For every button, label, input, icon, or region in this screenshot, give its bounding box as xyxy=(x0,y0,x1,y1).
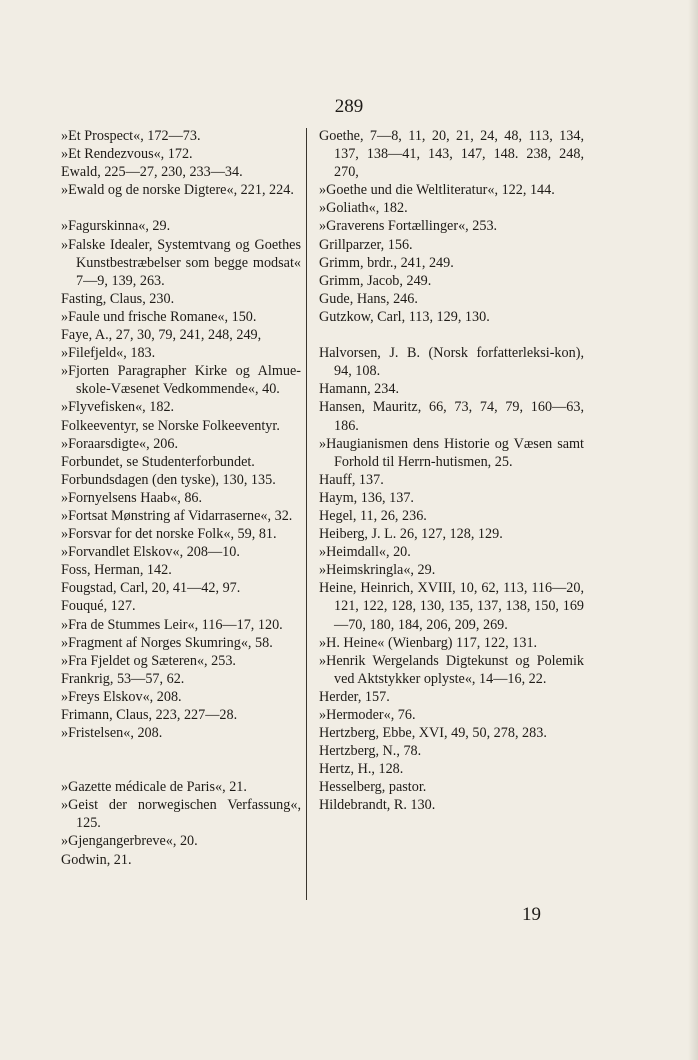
index-entry: »Gazette médicale de Paris«, 21. xyxy=(61,779,247,796)
index-entry: »Freys Elskov«, 208. xyxy=(61,688,182,705)
index-entry: »Flyvefisken«, 182. xyxy=(61,399,175,416)
index-entry: »Filefjeld«, 183. xyxy=(61,345,156,362)
index-entry: Fouqué, 127. xyxy=(61,598,136,615)
index-entry: Goethe, 7—8, 11, 20, 21, 24, 48, 113, 134, 137, 138—41, 143, 147, 148. 238, 248, 270, xyxy=(319,128,584,181)
index-entry: Gutzkow, Carl, 113, 129, 130. xyxy=(319,308,490,325)
signature-mark: 19 xyxy=(522,904,541,925)
index-entry: Frankrig, 53—57, 62. xyxy=(61,670,185,687)
index-entry: Fasting, Claus, 230. xyxy=(61,290,175,307)
index-entry: Hertzberg, N., 78. xyxy=(319,743,422,760)
index-entry: »Fristelsen«, 208. xyxy=(61,725,163,742)
index-entry: Faye, A., 27, 30, 79, 241, 248, 249, xyxy=(61,327,262,344)
index-entry: »Fortsat Mønstring af Vidarraserne«, 32. xyxy=(61,507,293,524)
index-entry: Grimm, brdr., 241, 249. xyxy=(319,254,454,271)
index-entry: »Heimskringla«, 29. xyxy=(319,562,436,579)
index-entry: Forbundet, se Studenterforbundet. xyxy=(61,453,255,470)
section-gap xyxy=(61,742,301,778)
page-number: 289 xyxy=(334,96,364,117)
index-entry: »Faule und frische Romane«, 150. xyxy=(61,308,257,325)
index-entry: »Forvandlet Elskov«, 208—10. xyxy=(61,544,240,561)
index-entry: »Graverens Fortællinger«, 253. xyxy=(319,218,498,235)
index-entry: »Fjorten Paragrapher Kirke og Almue-skole-Væsenet Vedkommende«, 40. xyxy=(61,363,301,398)
index-entry: Grillparzer, 156. xyxy=(319,236,413,253)
index-entry: »Goethe und die Weltliteratur«, 122, 144. xyxy=(319,182,555,199)
index-entry: Heine, Heinrich, XVIII, 10, 62, 113, 116—20, 121, 122, 128, 130, 135, 137, 138, 150, 169—70, 180, 184, 206, 209, 269. xyxy=(319,580,584,633)
index-entry: »Geist der norwegischen Verfassung«, 125. xyxy=(61,797,301,832)
index-entry: Hansen, Mauritz, 66, 73, 74, 79, 160—63, 186. xyxy=(319,399,584,434)
index-entry: Hegel, 11, 26, 236. xyxy=(319,507,427,524)
index-entry: »Et Rendezvous«, 172. xyxy=(61,146,193,163)
column-divider xyxy=(306,128,307,900)
index-entry: »Fornyelsens Haab«, 86. xyxy=(61,489,203,506)
index-entry: Hamann, 234. xyxy=(319,381,399,398)
index-entry: »Falske Idealer, Systemtvang og Goethes Kunstbestræbelser som begge modsat« 7—9, 139, 263. xyxy=(61,236,301,289)
index-entry: Hertz, H., 128. xyxy=(319,761,404,778)
index-entry: Ewald, 225—27, 230, 233—34. xyxy=(61,164,243,181)
index-entry: Hauff, 137. xyxy=(319,471,384,488)
index-entry: Hesselberg, pastor. xyxy=(319,779,427,796)
index-entry: »Fra de Stummes Leir«, 116—17, 120. xyxy=(61,616,283,633)
index-entry: »Et Prospect«, 172—73. xyxy=(61,128,201,144)
index-entry: »Hermoder«, 76. xyxy=(319,707,416,723)
page-edge-shadow xyxy=(688,0,698,1060)
index-entry: Fougstad, Carl, 20, 41—42, 97. xyxy=(61,580,241,597)
section-gap xyxy=(319,326,584,344)
index-entry: »Haugianismen dens Historie og Væsen samt Forhold til Herrn-hutismen, 25. xyxy=(319,435,584,470)
index-entry: Herder, 157. xyxy=(319,688,390,705)
index-entry: »Goliath«, 182. xyxy=(319,200,408,217)
index-entry: »Fra Fjeldet og Sæteren«, 253. xyxy=(61,652,236,669)
index-entry: »Forsvar for det norske Folk«, 59, 81. xyxy=(61,526,277,543)
index-entry: »Heimdall«, 20. xyxy=(319,544,411,561)
index-entry: »Fragment af Norges Skumring«, 58. xyxy=(61,634,273,651)
index-entry: Grimm, Jacob, 249. xyxy=(319,272,432,289)
index-entry: Heiberg, J. L. 26, 127, 128, 129. xyxy=(319,526,503,543)
index-entry: Hertzberg, Ebbe, XVI, 49, 50, 278, 283. xyxy=(319,725,547,742)
index-entry: »Fagurskinna«, 29. xyxy=(61,218,171,235)
index-entry: Folkeeventyr, se Norske Folkeeventyr. xyxy=(61,417,280,434)
index-entry: »Henrik Wergelands Digtekunst og Polemik ved Aktstykker oplyste«, 14—16, 22. xyxy=(319,652,584,687)
index-entry: »Foraarsdigte«, 206. xyxy=(61,435,179,452)
index-entry: Godwin, 21. xyxy=(61,851,132,868)
index-entry: Haym, 136, 137. xyxy=(319,489,414,506)
index-entry: »Ewald og de norske Digtere«, 221, 224. xyxy=(61,182,294,199)
index-entry: Halvorsen, J. B. (Norsk forfatterleksi-kon), 94, 108. xyxy=(319,345,584,380)
index-entry: Foss, Herman, 142. xyxy=(61,562,172,579)
index-entry: Gude, Hans, 246. xyxy=(319,290,418,307)
index-entry: Hildebrandt, R. 130. xyxy=(319,797,436,814)
index-column-right xyxy=(319,127,584,815)
index-entry: Frimann, Claus, 223, 227—28. xyxy=(61,707,238,723)
section-gap xyxy=(61,199,301,217)
index-column-left xyxy=(61,127,301,869)
index-entry: Forbundsdagen (den tyske), 130, 135. xyxy=(61,471,276,488)
index-entry: »Gjengangerbreve«, 20. xyxy=(61,833,198,850)
index-entry: »H. Heine« (Wienbarg) 117, 122, 131. xyxy=(319,634,538,651)
